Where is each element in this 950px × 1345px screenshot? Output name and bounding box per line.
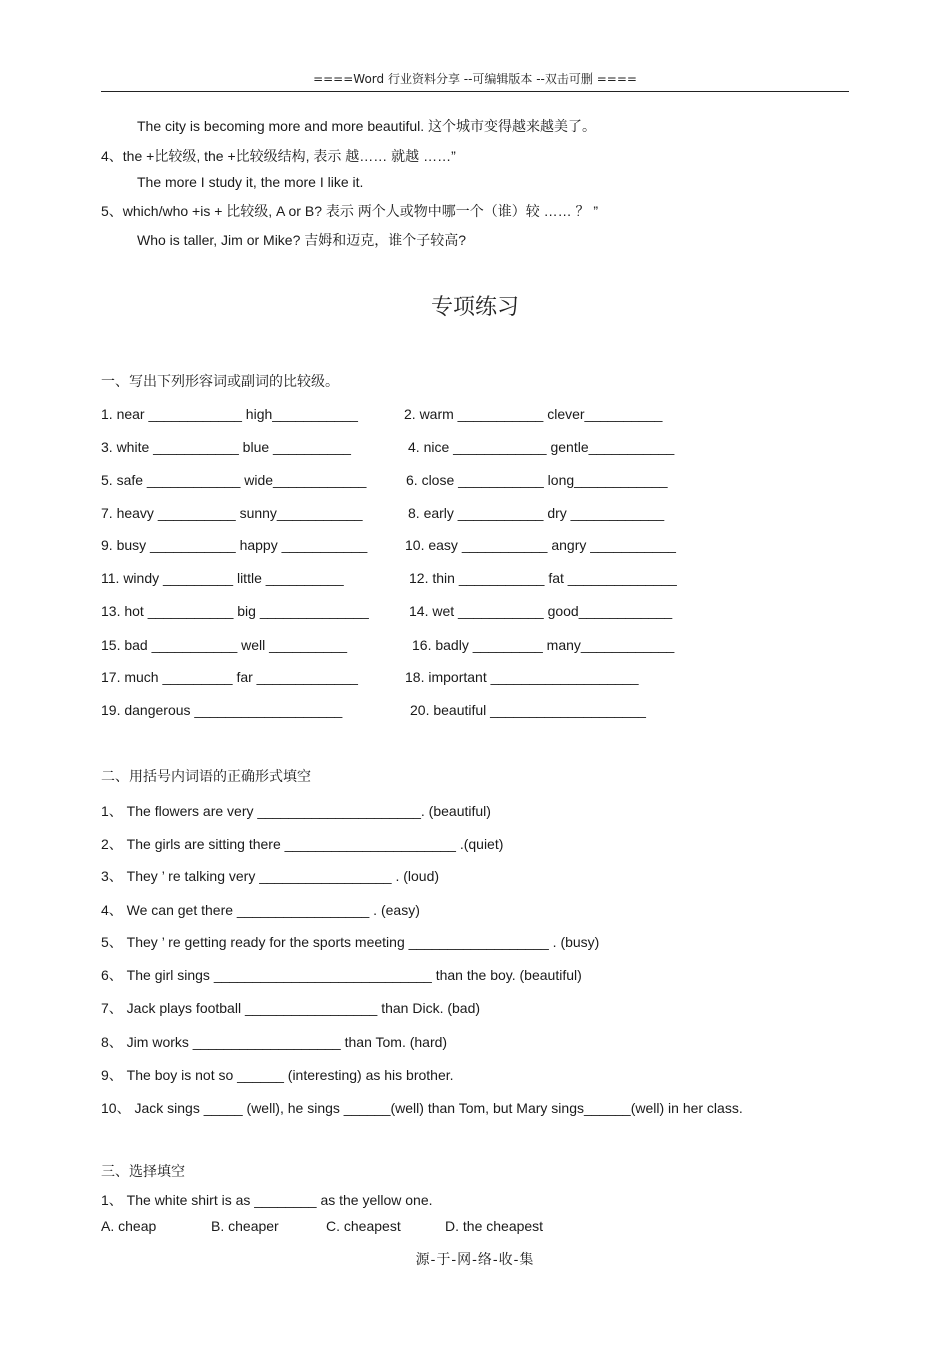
s1-row-9-right: 18. important ___________________ [405,669,639,685]
s2-item-8: 8、 Jim works ___________________ than Tom. (hard) [101,1034,448,1050]
page-footer: 源-于-网-络-收-集 [415,1252,535,1268]
s1-row-3-right: 6. close ___________ long____________ [406,472,668,488]
s2-item-6: 6、 The girl sings ____________________________ than the boy. (beautiful) [101,967,582,983]
s1-row-1-left: 1. near ____________ high___________ [101,406,358,422]
header-rule [101,91,849,92]
s1-row-10-left: 19. dangerous ___________________ [101,702,343,718]
s2-item-9: 9、 The boy is not so ______ (interesting) as his brother. [101,1067,454,1083]
s3-option-c: C. cheapest [326,1218,401,1234]
example-5: Who is taller, Jim or Mike? 吉姆和迈克，谁个子较高? [137,232,467,248]
s1-row-8-right: 16. badly _________ many____________ [412,637,675,653]
s1-row-8-left: 15. bad ___________ well __________ [101,637,348,653]
page-header: ====Word 行业资料分享 --可编辑版本 --双击可删 ==== [313,72,637,86]
section2-heading: 二、用括号内词语的正确形式填空 [101,769,311,785]
s2-item-10: 10、 Jack sings _____ (well), he sings ______(well) than Tom, but Mary sings______(well) in her class. [101,1100,743,1116]
s2-item-3: 3、 They ’ re talking very _________________ . (loud) [101,868,440,884]
s1-row-4-left: 7. heavy __________ sunny___________ [101,505,363,521]
s1-row-6-right: 12. thin ___________ fat ______________ [409,570,677,586]
s1-row-3-left: 5. safe ____________ wide____________ [101,472,367,488]
rule-5: 5、which/who +is + 比较级, A or B? 表示 两个人或物中哪一个（谁）较 …… ？ ” [101,203,599,219]
s1-row-7-right: 14. wet ___________ good____________ [409,603,673,619]
page-title: 专项练习 [430,295,519,320]
s1-row-6-left: 11. windy _________ little __________ [101,570,344,586]
s1-row-1-right: 2. warm ___________ clever__________ [404,406,663,422]
example-3: The city is becoming more and more beautiful. 这个城市变得越来越美了。 [137,118,597,134]
s1-row-4-right: 8. early ___________ dry ____________ [408,505,665,521]
s1-row-5-left: 9. busy ___________ happy ___________ [101,537,368,553]
s2-item-5: 5、 They ’ re getting ready for the sports meeting __________________ . (busy) [101,934,600,950]
s1-row-7-left: 13. hot ___________ big ______________ [101,603,369,619]
s3-question-1: 1、 The white shirt is as ________ as the yellow one. [101,1192,433,1208]
s1-row-9-left: 17. much _________ far _____________ [101,669,358,685]
s3-option-d: D. the cheapest [445,1218,544,1234]
s1-row-2-right: 4. nice ____________ gentle___________ [408,439,675,455]
s3-option-a: A. cheap [101,1218,157,1234]
example-4: The more I study it, the more I like it. [137,174,364,190]
s1-row-5-right: 10. easy ___________ angry ___________ [405,537,676,553]
s2-item-1: 1、 The flowers are very _____________________. (beautiful) [101,803,491,819]
s2-item-4: 4、 We can get there _________________ . (easy) [101,902,420,918]
s1-row-2-left: 3. white ___________ blue __________ [101,439,351,455]
s1-row-10-right: 20. beautiful ____________________ [410,702,646,718]
s2-item-2: 2、 The girls are sitting there ______________________ .(quiet) [101,836,504,852]
s3-option-b: B. cheaper [211,1218,279,1234]
s2-item-7: 7、 Jack plays football _________________ than Dick. (bad) [101,1000,481,1016]
rule-4: 4、the +比较级, the +比较级结构, 表示 越…… 就越 ……” [101,148,456,164]
section3-heading: 三、选择填空 [101,1164,185,1180]
section1-heading: 一、写出下列形容词或副词的比较级。 [101,374,339,390]
